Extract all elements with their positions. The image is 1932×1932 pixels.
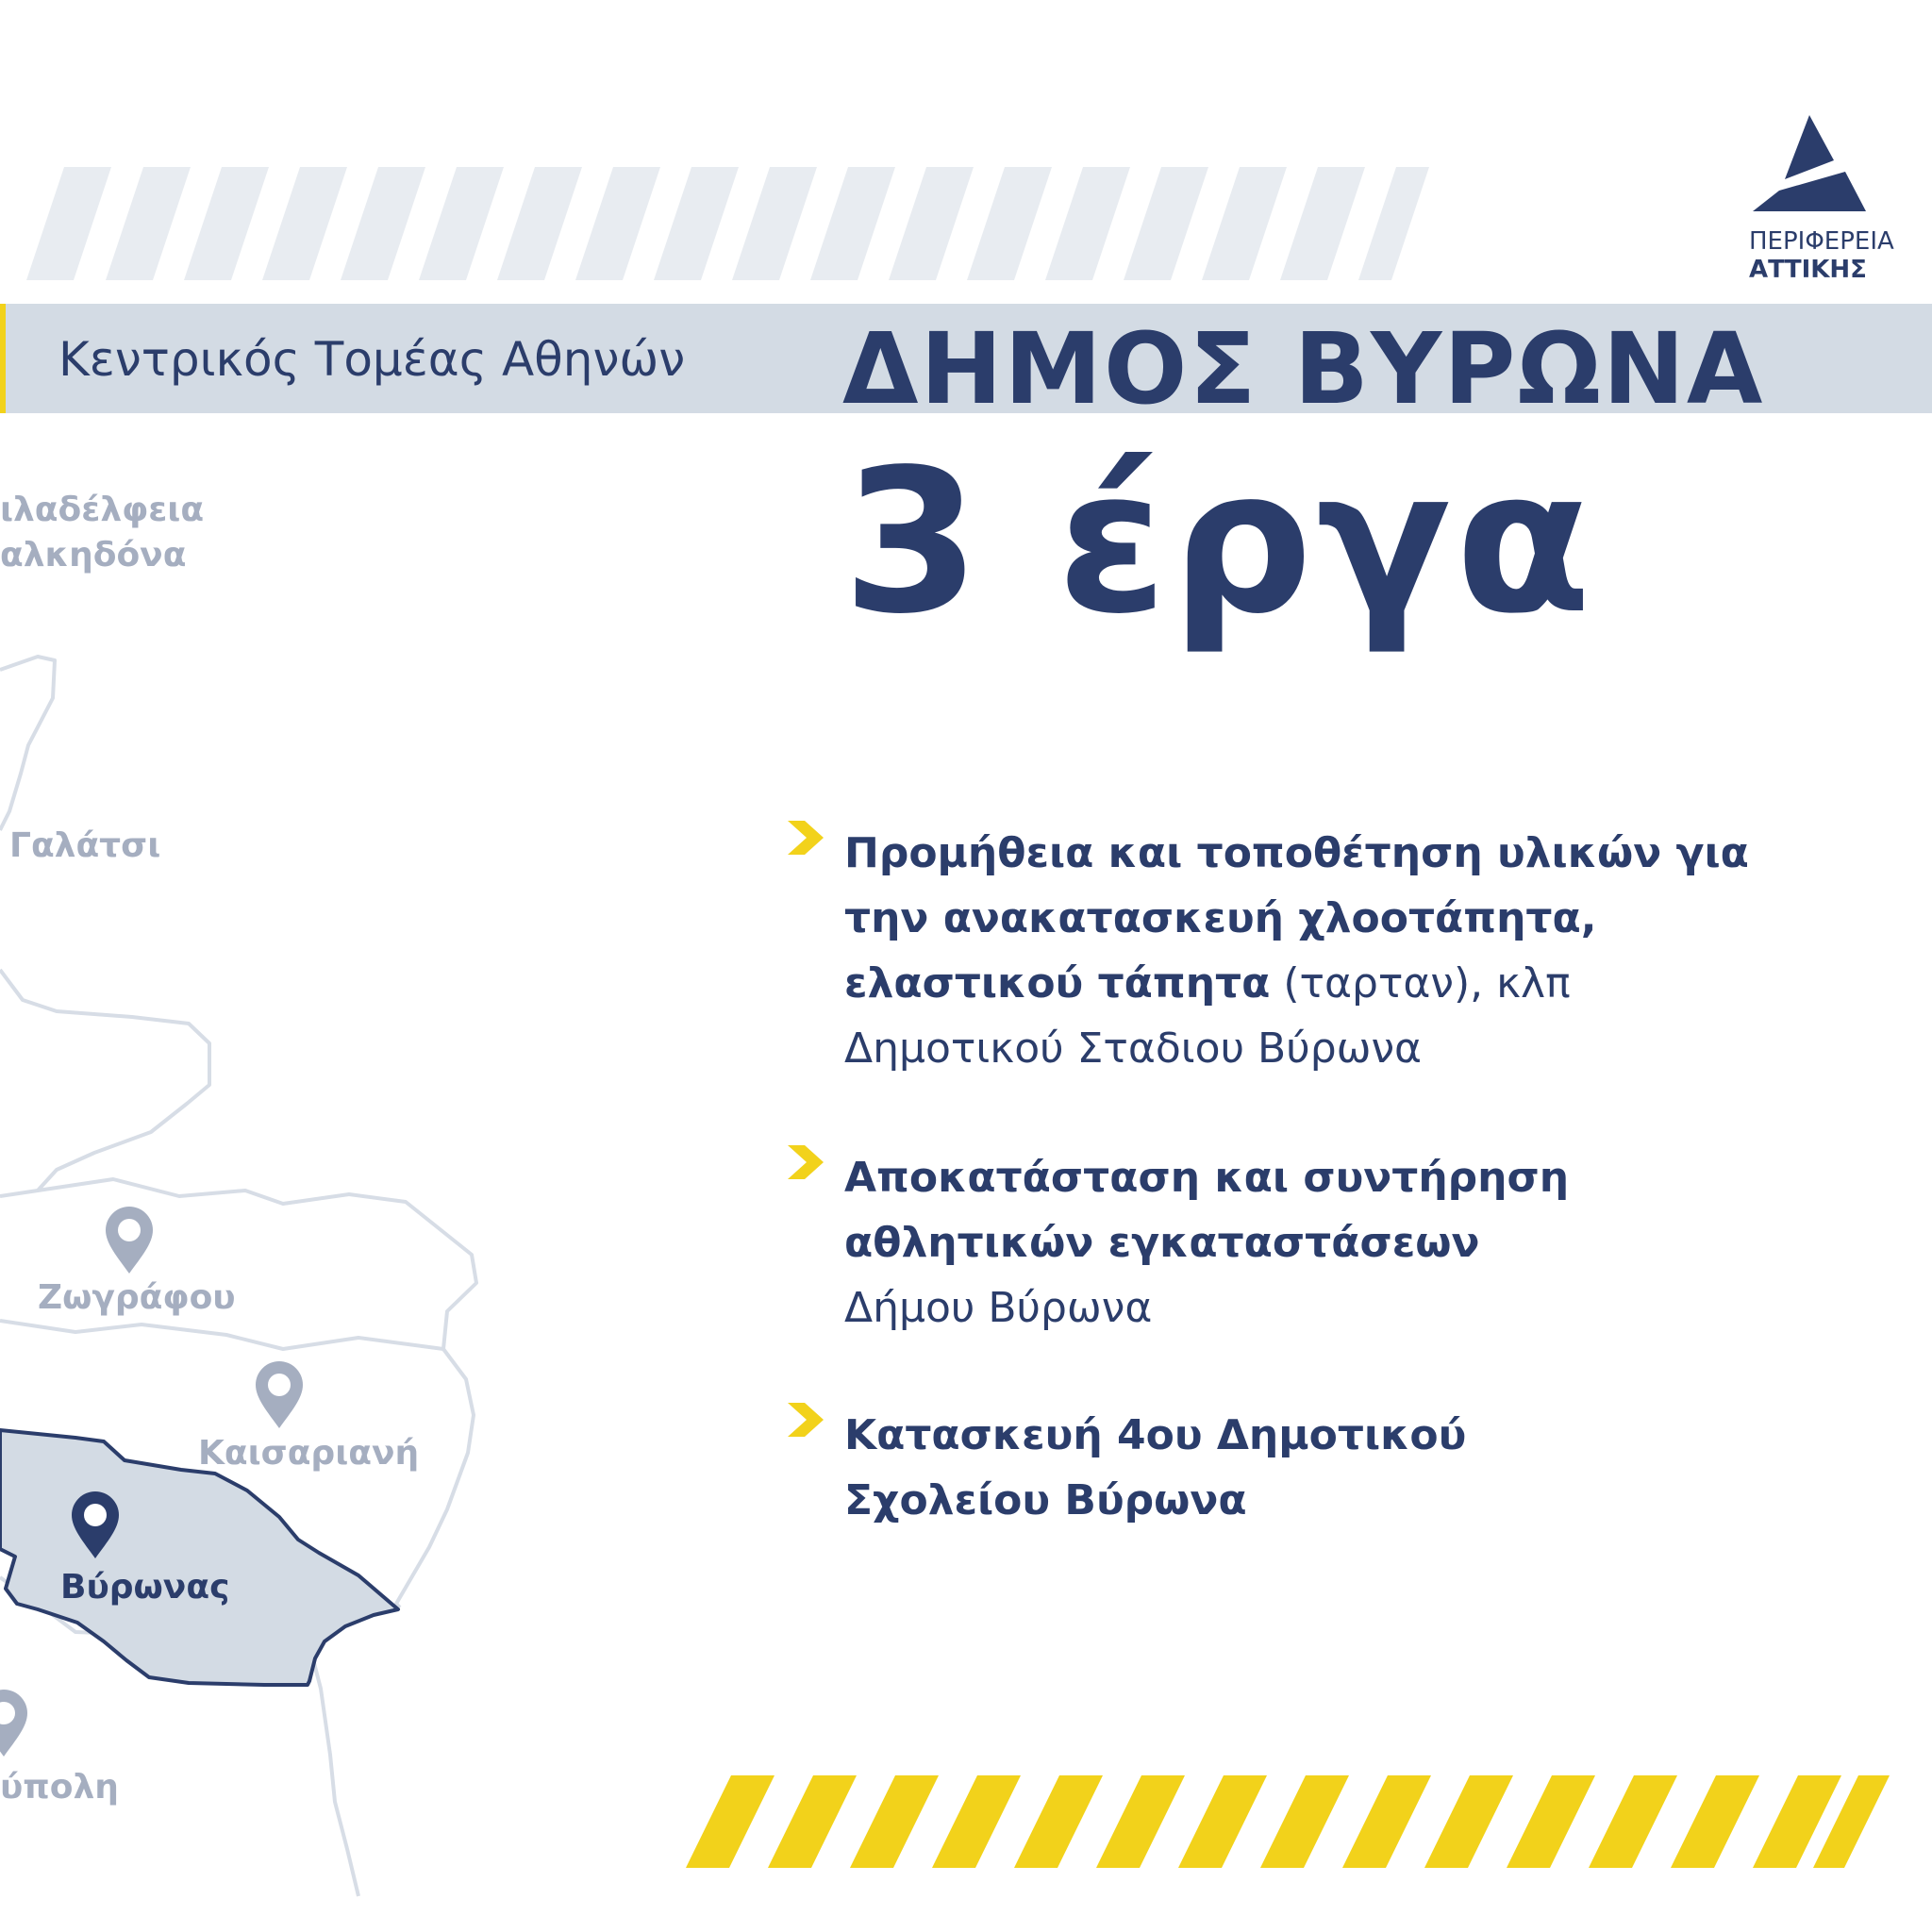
map-label-kaisariani: Καισαριανή	[198, 1434, 420, 1473]
map-pin-ilioupoli-icon	[0, 1690, 27, 1757]
project-2-title: Αποκατάσταση και συντήρηση αθλητικών εγκαταστάσεων	[844, 1154, 1570, 1267]
map-border-kaisariani	[396, 1349, 474, 1607]
chevron-right-icon	[788, 1403, 825, 1437]
project-1-inline: (ταρταν), κλπ	[1270, 959, 1571, 1008]
project-item-3	[788, 1403, 1873, 1544]
map-label-galatsi: Γαλάτσι	[9, 826, 161, 865]
map-label-zografou: Ζωγράφου	[38, 1278, 236, 1317]
map-pin-zografou-icon	[106, 1175, 153, 1274]
map-label-vyronas: Βύρωνας	[60, 1568, 230, 1607]
project-item-1	[788, 821, 1873, 1085]
municipality-title: ΔΗΜΟΣ ΒΥΡΩΝΑ	[842, 311, 1765, 426]
logo-line2: ΑΤΤΙΚΗΣ	[1749, 255, 1867, 284]
map-border-galatsi	[0, 970, 209, 1196]
projects-count: 3 έργα	[842, 426, 1595, 658]
logo-line1: ΠΕΡΙΦΕΡΕΙΑ	[1749, 227, 1894, 256]
map-border-zografou	[0, 1179, 476, 1349]
project-text-2	[844, 1145, 1656, 1341]
project-item-2	[788, 1145, 1873, 1334]
project-text-1	[844, 821, 1825, 1081]
chevron-right-icon	[788, 821, 825, 855]
project-1-location: Δημοτικού Σταδιου Βύρωνα	[844, 1024, 1423, 1073]
map-border-vyronas-east	[308, 1638, 358, 1896]
project-1-title: Προμήθεια και τοποθέτηση υλικών για την ανακατασκευή χλοοτάπητα, ελαστικού τάπητα	[844, 829, 1749, 1008]
project-text-3	[844, 1403, 1561, 1533]
project-2-location: Δήμου Βύρωνα	[844, 1284, 1153, 1332]
map-border-filadelfeia	[0, 657, 55, 830]
map-label-ilioupoli: ύπολη	[0, 1768, 119, 1807]
chevron-right-icon	[788, 1145, 825, 1179]
map-pin-kaisariani-icon	[256, 1361, 303, 1428]
sector-subtitle: Κεντρικός Τομέας Αθηνών	[58, 332, 686, 387]
project-3-title: Κατασκευή 4ου Δημοτικού Σχολείου Βύρωνα	[844, 1411, 1467, 1524]
map-label-chalkidona: αλκηδόνα	[0, 536, 187, 575]
map-label-filadelfeia: ιλαδέλφεια	[0, 491, 205, 529]
